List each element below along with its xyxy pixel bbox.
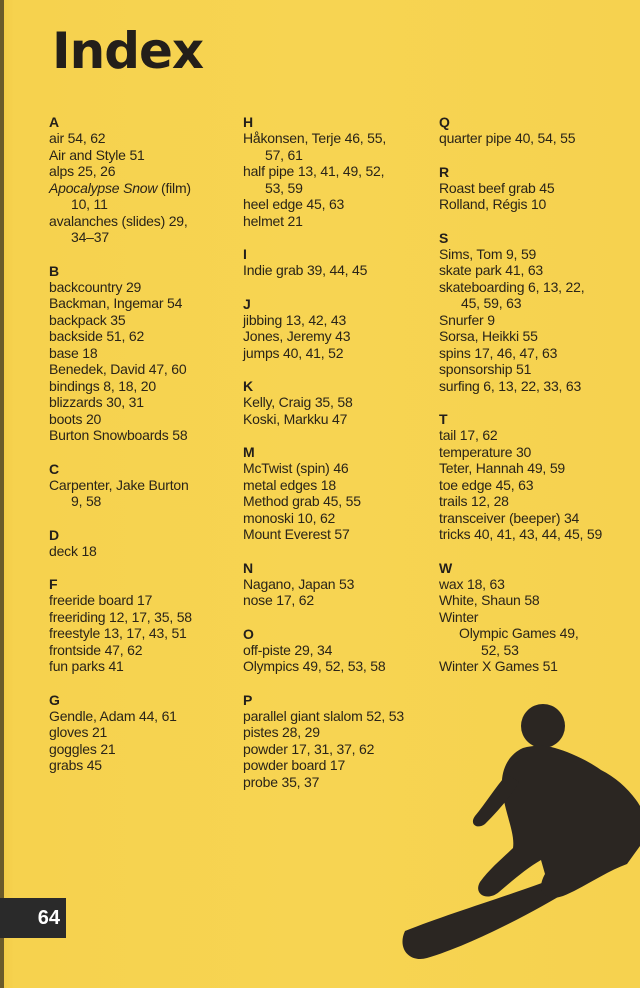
index-entry-line: pistes 28, 29: [243, 724, 320, 740]
section-letter: K: [243, 378, 254, 394]
index-entry: [243, 642, 433, 659]
index-entry: [49, 625, 239, 642]
index-entry-continuation: 53, 59: [265, 179, 303, 196]
index-entry: [439, 279, 629, 312]
index-entry-line: Teter, Hannah 49, 59: [439, 460, 565, 476]
index-entry: [439, 345, 629, 362]
section-letter: N: [243, 559, 254, 576]
index-entry-line: goggles 21: [49, 740, 116, 757]
index-entry: [49, 361, 239, 378]
index-entry-line: freeride board 17: [49, 592, 153, 608]
index-entry-line: Indie grab 39, 44, 45: [243, 262, 368, 278]
index-entry-line: half pipe 13, 41, 49, 52,: [243, 163, 385, 179]
index-entry: [243, 576, 433, 593]
index-entry-line: heel edge 45, 63: [243, 196, 345, 212]
index-entry-line: freeriding 12, 17, 35, 58: [49, 608, 192, 625]
section-letter: R: [439, 163, 450, 180]
index-entry: [49, 163, 239, 180]
index-entry-continuation: 34–37: [71, 229, 109, 245]
index-entry: [243, 312, 433, 329]
rider-body: [478, 746, 640, 898]
section-letter: F: [49, 576, 58, 592]
index-entry-line: Winter: [439, 608, 479, 625]
index-entry-line: freestyle 13, 17, 43, 51: [49, 625, 187, 641]
index-entry: [49, 708, 239, 725]
index-entry-line: toe edge 45, 63: [439, 476, 534, 493]
index-entry: [439, 130, 629, 147]
index-entry: [439, 180, 629, 197]
index-entry: [243, 510, 433, 527]
index-entry-line: backcountry 29: [49, 278, 142, 295]
index-entry-line: jumps 40, 41, 52: [243, 344, 344, 361]
helmet-shape: [521, 704, 565, 748]
index-entry: [243, 592, 433, 609]
index-entry: [49, 213, 239, 246]
index-entry: [49, 642, 239, 659]
index-entry-line: jibbing 13, 42, 43: [243, 311, 347, 328]
section-letter: Q: [439, 114, 450, 130]
index-entry: [243, 658, 433, 675]
index-section-b: [49, 263, 239, 444]
index-entry: [439, 361, 629, 378]
section-letter: I: [243, 246, 247, 262]
index-entry: [243, 411, 433, 428]
index-entry: [243, 345, 433, 362]
index-entry-line: Snurfer 9: [439, 311, 495, 328]
index-column-1: [49, 114, 239, 791]
index-section-a: [49, 114, 239, 246]
index-entry: [49, 180, 239, 213]
index-entry: [243, 328, 433, 345]
index-entry-line: backside 51, 62: [49, 328, 145, 344]
index-entry-line: off-piste 29, 34: [243, 641, 333, 658]
index-entry-line: Koski, Markku 47: [243, 410, 348, 427]
index-section-d: [49, 527, 239, 560]
index-entry: [439, 526, 629, 543]
snowboarder-silhouette: [395, 696, 640, 976]
index-entry: [49, 411, 239, 428]
index-entry: [49, 345, 239, 362]
page-number: 64: [0, 898, 66, 938]
section-letter: B: [49, 262, 60, 279]
index-entry-continuation: 52, 53: [481, 641, 519, 658]
index-entry-line: Gendle, Adam 44, 61: [49, 707, 177, 724]
index-entry-line: skateboarding 6, 13, 22,: [439, 278, 585, 295]
index-entry: [439, 196, 629, 213]
entry-rest: (film): [157, 179, 191, 196]
index-entry: [439, 460, 629, 477]
index-entry-line: surfing 6, 13, 22, 33, 63: [439, 377, 582, 394]
index-entry: [243, 262, 433, 279]
index-entry: [49, 609, 239, 626]
index-entry: [49, 394, 239, 411]
index-entry-line: Carpenter, Jake Burton: [49, 476, 189, 493]
index-entry-line: quarter pipe 40, 54, 55: [439, 130, 576, 146]
index-entry-line: [49, 180, 239, 197]
index-entry: [439, 328, 629, 345]
section-letter: D: [49, 526, 60, 543]
page-title: Index: [52, 22, 204, 80]
section-letter: J: [243, 295, 251, 312]
index-entry-continuation: 9, 58: [71, 493, 102, 509]
index-section-w: [439, 560, 629, 675]
index-entry: [49, 658, 239, 675]
index-entry: [439, 592, 629, 609]
index-entry: [49, 130, 239, 147]
section-letter: A: [49, 114, 60, 130]
index-entry-line: powder board 17: [243, 757, 346, 773]
index-section-h: [243, 114, 433, 229]
index-entry: [439, 658, 629, 675]
index-entry-continuation: 10, 11: [71, 196, 108, 212]
index-entry: [439, 576, 629, 593]
index-section-t: [439, 411, 629, 543]
index-section-s: [439, 230, 629, 395]
index-section-o: [243, 626, 433, 675]
index-entry-line: Winter X Games 51: [439, 658, 558, 674]
index-entry-line: Håkonsen, Terje 46, 55,: [243, 130, 387, 146]
index-entry-line: Air and Style 51: [49, 146, 145, 163]
index-entry: [49, 312, 239, 329]
index-entry-continuation: 45, 59, 63: [461, 295, 522, 311]
section-letter: H: [243, 114, 254, 130]
index-entry: [243, 196, 433, 213]
index-entry: [439, 246, 629, 263]
index-entry-line: tricks 40, 41, 43, 44, 45, 59: [439, 526, 603, 542]
index-entry-line: alps 25, 26: [49, 163, 116, 179]
index-entry: [49, 147, 239, 164]
index-entry-line: air 54, 62: [49, 130, 106, 146]
index-entry: [439, 262, 629, 279]
index-entry: [49, 279, 239, 296]
index-entry: [49, 378, 239, 395]
index-section-r: [439, 164, 629, 213]
index-entry-line: base 18: [49, 344, 98, 361]
index-entry-line: deck 18: [49, 542, 97, 559]
index-entry-line: parallel giant slalom 52, 53: [243, 707, 404, 724]
index-entry-line: Sims, Tom 9, 59: [439, 245, 537, 262]
index-entry: [49, 295, 239, 312]
index-entry: [243, 460, 433, 477]
index-section-q: [439, 114, 629, 147]
index-entry: [243, 526, 433, 543]
index-entry: [243, 493, 433, 510]
index-section-k: [243, 378, 433, 427]
index-entry-line: Olympics 49, 52, 53, 58: [243, 658, 386, 674]
index-entry-line: avalanches (slides) 29,: [49, 212, 188, 229]
index-entry: [439, 477, 629, 494]
index-entry-line: transceiver (beeper) 34: [439, 509, 580, 526]
index-entry-line: Backman, Ingemar 54: [49, 295, 183, 311]
index-entry-continuation: 57, 61: [265, 146, 303, 163]
index-entry: [439, 378, 629, 395]
index-entry: [439, 609, 629, 626]
page-binding-edge: [0, 0, 4, 988]
index-section-c: [49, 461, 239, 510]
index-entry: [243, 163, 433, 196]
index-entry-line: Method grab 45, 55: [243, 493, 361, 509]
index-entry-line: trails 12, 28: [439, 493, 509, 509]
index-entry-line: McTwist (spin) 46: [243, 460, 349, 476]
index-section-f: [49, 576, 239, 675]
index-section-i: [243, 246, 433, 279]
index-entry-line: gloves 21: [49, 724, 108, 740]
section-letter: M: [243, 444, 255, 460]
index-entry-line: grabs 45: [49, 757, 102, 773]
index-section-m: [243, 444, 433, 543]
index-entry: [49, 724, 239, 741]
index-entry-line: Mount Everest 57: [243, 526, 350, 542]
section-letter: G: [49, 691, 60, 708]
index-entry: [49, 543, 239, 560]
index-section-j: [243, 296, 433, 362]
index-entry: [439, 510, 629, 527]
index-entry-line: White, Shaun 58: [439, 592, 540, 608]
index-entry-line: wax 18, 63: [439, 575, 505, 592]
section-letter: P: [243, 691, 253, 708]
index-column-3: [439, 114, 629, 692]
index-entry-line: backpack 35: [49, 311, 126, 328]
index-entry-line: Nagano, Japan 53: [243, 575, 355, 592]
index-entry: [49, 741, 239, 758]
index-entry: [49, 757, 239, 774]
index-entry-line: Rolland, Régis 10: [439, 196, 547, 212]
index-entry-line: probe 35, 37: [243, 773, 320, 790]
index-entry: [49, 477, 239, 510]
index-entry-line: frontside 47, 62: [49, 641, 143, 658]
index-entry-line: bindings 8, 18, 20: [49, 377, 156, 394]
index-entry: [243, 213, 433, 230]
index-entry-line: Burton Snowboards 58: [49, 427, 188, 443]
index-entry-line: temperature 30: [439, 443, 532, 460]
index-entry: [243, 130, 433, 163]
index-entry-line: fun parks 41: [49, 658, 124, 674]
index-entry-line: Kelly, Craig 35, 58: [243, 394, 353, 410]
section-letter: W: [439, 559, 453, 576]
section-letter: S: [439, 229, 449, 246]
index-entry: [439, 625, 629, 658]
index-entry: [243, 477, 433, 494]
section-letter: O: [243, 625, 254, 642]
index-entry-line: Sorsa, Heikki 55: [439, 328, 538, 344]
index-entry-line: spins 17, 46, 47, 63: [439, 344, 558, 361]
index-entry-line: Jones, Jeremy 43: [243, 328, 351, 344]
section-letter: T: [439, 411, 448, 427]
section-letter: C: [49, 460, 60, 477]
index-entry-line: boots 20: [49, 410, 102, 427]
index-entry: [439, 444, 629, 461]
index-entry: [49, 328, 239, 345]
index-entry-line: monoski 10, 62: [243, 509, 336, 526]
index-entry-line: Olympic Games 49,: [459, 625, 579, 641]
index-entry-line: nose 17, 62: [243, 592, 314, 608]
index-section-g: [49, 692, 239, 774]
index-entry-line: blizzards 30, 31: [49, 394, 144, 410]
index-entry-line: sponsorship 51: [439, 361, 532, 377]
index-entry-line: Roast beef grab 45: [439, 179, 555, 196]
index-entry-line: skate park 41, 63: [439, 262, 543, 278]
index-entry-line: Benedek, David 47, 60: [49, 361, 187, 377]
italic-title: Apocalypse Snow: [49, 179, 158, 196]
index-entry: [49, 592, 239, 609]
index-entry-line: tail 17, 62: [439, 427, 498, 443]
index-entry-line: powder 17, 31, 37, 62: [243, 740, 375, 757]
index-entry: [49, 427, 239, 444]
index-entry: [439, 493, 629, 510]
index-entry: [243, 394, 433, 411]
index-entry: [439, 427, 629, 444]
index-section-n: [243, 560, 433, 609]
index-entry-line: helmet 21: [243, 212, 303, 229]
index-entry: [439, 312, 629, 329]
index-entry-line: metal edges 18: [243, 476, 336, 493]
